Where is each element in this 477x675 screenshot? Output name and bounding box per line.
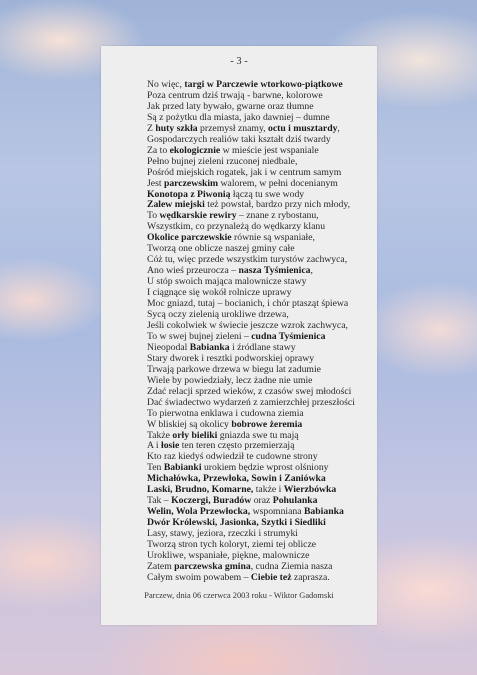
poem-segment: To pierwotna enklawa i cudowna ziemia xyxy=(147,407,304,419)
poem-segment: Zdać relacji sprzed wieków, z czasów swej młodości xyxy=(147,385,352,397)
poem-bold-segment: Pohulanka xyxy=(272,495,318,507)
poem-segment: Pośród miejskich rogatek, jak i w centrum samym xyxy=(147,166,342,178)
poem-bold-segment: parczewska gmina xyxy=(174,560,251,572)
poem-segment: Ten xyxy=(147,462,164,474)
poem-text xyxy=(147,80,372,584)
poem-segment: Urokliwe, wspaniałe, piękne, malownicze xyxy=(147,549,310,561)
poem-segment: , xyxy=(310,265,313,277)
poem-segment: Wszystkim, co przynależą do wędkarzy klanu xyxy=(147,221,326,233)
poem-bold-segment: Dwór Królewski, Jasionka, Szytki i Siedliki xyxy=(147,517,326,529)
poem-segment: równie są wspaniałe, xyxy=(231,232,315,244)
poem-bold-segment: Laski, Brudno, Komarne, xyxy=(147,484,254,496)
poem-segment: Pełno bujnej zieleni rzuconej niedbale, xyxy=(147,155,298,167)
poem-segment: Tak – xyxy=(147,495,172,507)
poem-segment: Kto raz kiedyś odwiedził te cudowne strony xyxy=(147,451,318,463)
poem-segment: , xyxy=(337,122,340,134)
poem-segment: To w swej bujnej zieleni – xyxy=(147,330,252,342)
poem-signature: Parczew, dnia 06 czerwca 2003 roku - Wiktor Gadomski xyxy=(144,591,334,600)
poem-segment: Tworzą one oblicze naszej gminy całe xyxy=(147,243,295,255)
poem-bold-segment: Konotopa z Piwonią xyxy=(147,188,231,200)
poem-bold-segment: Okolice parczewskie xyxy=(147,232,232,244)
poem-bold-segment: targi w Parczewie wtorkowo-piątkowe xyxy=(184,79,343,90)
poem-bold-segment: nasza Tyśmienica xyxy=(238,265,311,277)
poem-bold-segment: Wierzbówka xyxy=(283,484,337,496)
poem-segment: też powstał, bardzo przy nich młody, xyxy=(204,199,351,211)
poem-segment: Także xyxy=(147,429,173,441)
poem-segment: wspomniana xyxy=(250,506,304,518)
poem-bold-segment: bobrowe żeremia xyxy=(231,418,303,430)
poem-segment: Całym swoim powabem – xyxy=(147,571,251,583)
poem-bold-segment: orły bieliki xyxy=(172,429,218,441)
poem-bold-segment: Zalew miejski xyxy=(147,199,205,211)
poem-segment: Jak przed laty bywało, gwarne oraz tłumne xyxy=(147,100,314,112)
poem-segment: Zatem xyxy=(147,560,175,572)
poem-segment: Jeśli cokolwiek w świecie jeszcze wzrok zachwyca, xyxy=(147,319,348,331)
poem-line xyxy=(147,573,372,584)
poem-segment: także i xyxy=(253,484,284,496)
poem-bold-segment: wędkarskie rewiry xyxy=(159,210,237,222)
poem-segment: No więc, xyxy=(147,79,185,90)
poem-segment: – znane z rybostanu, xyxy=(236,210,319,222)
poem-page xyxy=(101,46,377,625)
poem-segment: walorem, w pełni docenianym xyxy=(218,177,338,189)
poem-segment: Trwają parkowe drzewa w biegu lat zadumie xyxy=(147,363,321,375)
poem-segment: przemysł znamy, xyxy=(197,122,268,134)
poem-segment: Lasy, stawy, jeziora, rzeczki i strumyki xyxy=(147,528,298,540)
poem-segment: Poza centrum dziś trwają - barwne, kolorowe xyxy=(147,89,323,101)
poem-segment: Są z pożytku dla miasta, jako dawniej – dumne xyxy=(147,111,330,123)
poem-segment: I ciągnące się wokół rolnicze uprawy xyxy=(147,287,292,299)
poem-bold-segment: octu i musztardy xyxy=(268,122,338,134)
poem-segment: U stóp swoich mająca malownicze stawy xyxy=(147,276,307,288)
poem-bold-segment: Babianki xyxy=(163,462,202,474)
poem-bold-segment: Michałówka, Przewłoka, Sowin i Zaniówka xyxy=(147,473,326,485)
poem-bold-segment: cudna Tyśmienica xyxy=(251,330,326,342)
poem-bold-segment: huty szkła xyxy=(155,122,198,134)
poem-bold-segment: parczewskim xyxy=(163,177,219,189)
poem-segment: Sycą oczy zielenią urokliwe drzewa, xyxy=(147,309,289,321)
poem-segment: , cudna Ziemia nasza xyxy=(250,560,333,572)
poem-bold-segment: łosie xyxy=(161,440,180,452)
poem-segment: Cóż tu, więc przede wszystkim turystów zachwyca, xyxy=(147,254,348,266)
poem-segment: zaprasza. xyxy=(291,571,330,583)
poem-bold-segment: ekologicznie xyxy=(169,144,221,156)
poem-bold-segment: Babianka xyxy=(303,506,344,518)
poem-segment: Stary dworek i resztki podworskiej oprawy xyxy=(147,352,315,364)
poem-segment: ten teren często przemierzają xyxy=(179,440,295,452)
poem-bold-segment: Babianka xyxy=(189,341,230,353)
poem-segment: Gospodarczych realiów taki kształt dziś twardy xyxy=(147,133,331,145)
poem-segment: urokiem będzie wprost olśniony xyxy=(201,462,329,474)
poem-segment: oraz xyxy=(251,495,273,507)
poem-segment: W bliskiej są okolicy xyxy=(147,418,232,430)
poem-bold-segment: Koczergi, Buradów xyxy=(171,495,252,507)
poem-segment: w mieście jest wspaniale xyxy=(220,144,319,156)
poem-segment: łączą tu swe wody xyxy=(230,188,305,200)
poem-bold-segment: Ciebie też xyxy=(250,571,292,583)
poem-segment: Wiele by powiedziały, lecz żadne nie umie xyxy=(147,374,313,386)
poem-segment: Jest xyxy=(147,177,164,189)
poem-segment: i źródlane stawy xyxy=(229,341,296,353)
poem-segment: Tworzą stron tych koloryt, ziemi tej oblicze xyxy=(147,539,317,551)
poem-segment: To xyxy=(147,210,160,222)
poem-segment: Za to xyxy=(147,144,170,156)
poem-segment: Z xyxy=(147,122,156,134)
poem-segment: Ano wieś przeurocza – xyxy=(147,265,239,277)
poem-segment: Nieopodal xyxy=(147,341,190,353)
poem-segment: Moc gniazd, tutaj – bocianich, i chór ptasząt śpiewa xyxy=(147,298,349,310)
poem-segment: Dać świadectwo wydarzeń z zamierzchłej przeszłości xyxy=(147,396,355,408)
poem-segment: gniazda swe tu mają xyxy=(217,429,299,441)
poem-bold-segment: Welin, Wola Przewłocka, xyxy=(147,506,251,518)
poem-segment: A i xyxy=(147,440,161,452)
page-number: - 3 - xyxy=(230,56,248,67)
